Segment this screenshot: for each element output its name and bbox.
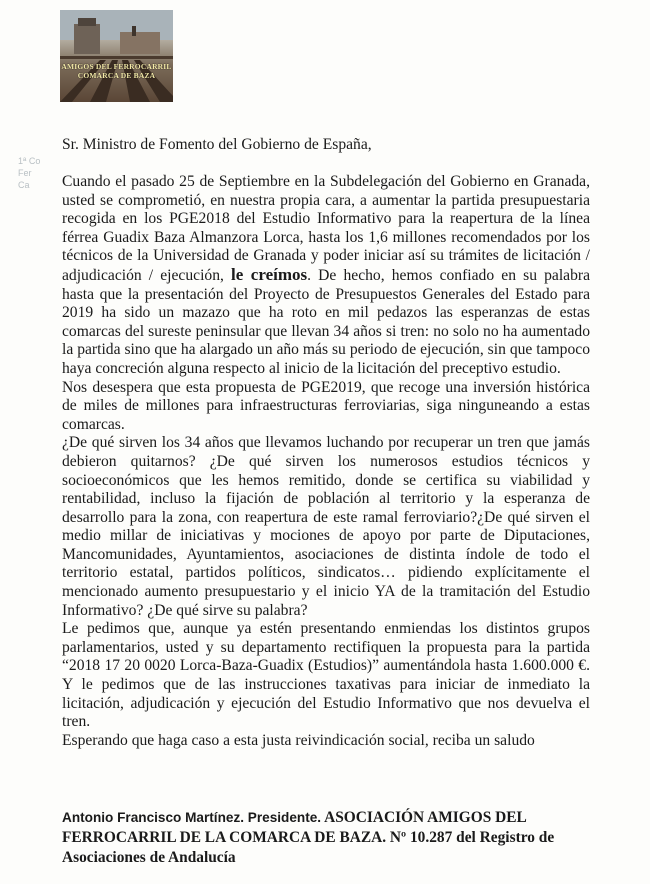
paragraph: ¿De qué sirven los 34 años que llevamos luchando por recuperar un tren que jamás debieron quitarnos? ¿De qué sirven los numerosos estudios técnicos y socioeconómicos que les hemos remitido, donde se certifica su viabilidad y rentabilidad, incluso la fijación de población al territorio y la esperanza de desarrollo para la zona, con reapertura de este ramal ferroviario?¿De qué sirven el medio millar de iniciativas y mociones de apoyo por parte de Diputaciones, Mancomunidades, Ayuntamientos, asociaciones de distinta índole de todo el territorio estatal, partidos políticos, sindicatos… pidiendo explícitamente el mencionado aumento presupuestario y el inicio YA de la tramitación del Estudio Informativo? ¿De qué sirve su palabra? — [62, 434, 590, 619]
signature-block — [62, 808, 582, 868]
logo-caption-line: COMARCA DE BAZA — [77, 71, 156, 80]
paragraph: Le pedimos que, aunque ya estén presentando enmiendas los distintos grupos parlamentarios, usted y su departamento rectifiquen la propuesta para la partida “2018 17 20 0020 Lorca-Baza-Guadix (Estudios)” aumentándola hasta 1.600.000 €. Y le pedimos que de las instrucciones taxativas para iniciar de inmediato la licitación, adjudicación y ejecución del Estudio Informativo que nos devuelva el tren. — [62, 620, 590, 731]
paragraph: Esperando que haga caso a esta justa reivindicación social, reciba un saludo — [62, 731, 535, 749]
stamp-line: 1ª Co — [18, 156, 41, 166]
paragraph-text: Cuando el pasado 25 de Septiembre en la Subdelegación del Gobierno en Granada, usted se comprometió, en nuestra propia cara, a aumentar la partida presupuestaria recogida en los PGE2018 del Estudio Informativo para la reapertura de la línea férrea Guadix Baza Almanzora Lorca, hasta los 1,6 millones recomendados por los técnicos de la Universidad de Granada y poder iniciar así su trámites de licitación / adjudicación / ejecución, — [62, 173, 590, 284]
logo-caption-line: AMIGOS DEL FERROCARRIL — [61, 62, 172, 71]
paragraph-text: . De hecho, hemos confiado en su palabra hasta que la presentación del Proyecto de Presupuestos Generales del Estado para 2019 ha sido un mazazo que ha roto en mil pedazos las esperanzas de estas comarcas del sureste peninsular que llevan 34 años si tren: no solo no ha aumentado la partida sino que ha alargado un año más su periodo de ejecución, sin que tampoco haya concreción alguna respecto al inicio de la licitación del preceptivo estudio. — [62, 266, 590, 377]
faint-stamp — [18, 155, 40, 191]
signer-name: Antonio Francisco Martínez. Presidente. — [62, 810, 322, 825]
stamp-line: Fer — [18, 168, 32, 178]
stamp-line: Ca — [18, 180, 30, 190]
emphasis-text: le creímos — [231, 264, 308, 284]
letter-body — [62, 173, 590, 750]
paragraph: Nos desespera que esta propuesta de PGE2019, que recoge una inversión histórica de miles de millones para infraestructuras ferroviarias, siga ninguneando a estas comarcas. — [62, 378, 590, 433]
logo-caption — [60, 62, 173, 80]
railway-photo-icon — [60, 10, 173, 102]
association-logo — [60, 10, 173, 102]
salutation: Sr. Ministro de Fomento del Gobierno de España, — [62, 136, 372, 153]
paragraph — [62, 173, 590, 379]
organization-name: ASOCIACIÓN AMIGOS DEL FERROCARRIL DE LA COMARCA DE BAZA. Nº 10.287 del Registro de Asociaciones de Andalucía — [62, 809, 555, 866]
